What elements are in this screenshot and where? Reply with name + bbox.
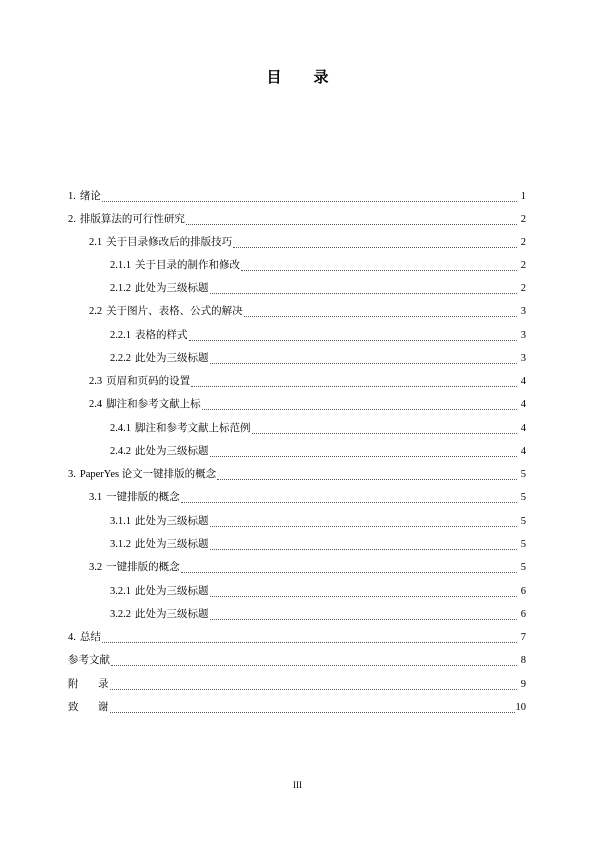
toc-entry-title: 一键排版的概念 [106, 562, 180, 573]
toc-entry-title: 脚注和参考文献上标范例 [135, 423, 251, 434]
toc-entry-number: 2.4.1 [110, 423, 131, 434]
dot-leader [111, 664, 517, 666]
toc-entry-title: 一键排版的概念 [106, 492, 180, 503]
toc-entry-title: 此处为三级标题 [135, 353, 209, 364]
toc-entry-number: 2.1.2 [110, 283, 131, 294]
toc-entry-page: 5 [520, 469, 526, 480]
toc-entry[interactable] [89, 489, 526, 505]
toc-entry-number: 2.3 [89, 376, 103, 387]
dot-leader [210, 525, 518, 527]
dot-leader [210, 618, 518, 620]
toc-entry-number: 3.1.1 [110, 516, 131, 527]
toc-entry-title: 参考文献 [68, 655, 110, 666]
toc-entry[interactable] [110, 280, 526, 296]
toc-entry-page: 3 [520, 306, 526, 317]
toc-entry-number: 2.1.1 [110, 260, 131, 271]
toc-entry[interactable] [110, 443, 526, 459]
dot-leader [181, 501, 517, 503]
toc-entry-title: 此处为三级标题 [135, 539, 209, 550]
dot-leader [244, 315, 517, 317]
toc-entry-title: 此处为三级标题 [135, 283, 209, 294]
dot-leader [102, 200, 517, 202]
dot-leader [210, 455, 518, 457]
toc-entry[interactable] [68, 676, 526, 692]
toc-entry-title-2: 录 [98, 679, 109, 690]
toc-entry-page: 4 [520, 423, 526, 434]
dot-leader [102, 641, 517, 643]
toc-entry-page: 10 [515, 702, 526, 713]
dot-leader [252, 432, 518, 434]
dot-leader [233, 246, 517, 248]
toc-entry-title: 关于目录的制作和修改 [135, 260, 240, 271]
toc-entry-page: 6 [520, 609, 526, 620]
toc-entry-title: 页眉和页码的设置 [106, 376, 191, 387]
toc-entry-page: 7 [520, 632, 526, 643]
toc-entry-number: 2.2.1 [110, 330, 131, 341]
toc-entry-page: 2 [520, 260, 526, 271]
toc-entry-number: 3.1.2 [110, 539, 131, 550]
toc-entry-number: 2.4 [89, 399, 103, 410]
toc-entry-number: 2. [68, 214, 76, 225]
toc-entry[interactable] [110, 513, 526, 529]
toc-entry-title: 此处为三级标题 [135, 586, 209, 597]
toc-entry-title: 排版算法的可行性研究 [79, 214, 185, 225]
toc-entry[interactable] [68, 211, 526, 227]
toc-entry-title: 关于目录修改后的排版技巧 [106, 237, 233, 248]
toc-entry[interactable] [68, 652, 526, 668]
dot-leader [217, 478, 517, 480]
toc-entry[interactable] [89, 234, 526, 250]
dot-leader [110, 688, 518, 690]
toc-entry[interactable] [110, 536, 526, 552]
page-title [0, 66, 595, 88]
toc-entry-title: 此处为三级标题 [135, 516, 209, 527]
title-char-1: 目 [266, 68, 282, 86]
page-number: III [293, 780, 302, 790]
toc-entry-number: 3.1 [89, 492, 103, 503]
toc-entry-number: 3. [68, 469, 76, 480]
toc-entry-page: 2 [520, 283, 526, 294]
toc-entry-page: 3 [520, 330, 526, 341]
title-char-2: 录 [313, 68, 329, 86]
dot-leader [186, 223, 517, 225]
toc-entry[interactable] [68, 466, 526, 482]
toc-entry-number: 1. [68, 191, 76, 202]
toc-entry-title: 此处为三级标题 [135, 446, 209, 457]
dot-leader [210, 548, 518, 550]
toc-entry[interactable] [110, 606, 526, 622]
toc-entry[interactable] [110, 583, 526, 599]
dot-leader [210, 595, 518, 597]
toc-entry-page: 4 [520, 376, 526, 387]
toc-entry-page: 5 [520, 492, 526, 503]
toc-entry[interactable] [89, 559, 526, 575]
dot-leader [210, 362, 518, 364]
toc-entry[interactable] [110, 420, 526, 436]
toc-entry-title-2: 谢 [98, 702, 109, 713]
toc-entry-title: 关于图片、表格、公式的解决 [106, 306, 243, 317]
toc-entry[interactable] [89, 396, 526, 412]
toc-entry-page: 6 [520, 586, 526, 597]
toc-entry-number: 3.2.2 [110, 609, 131, 620]
toc-entry-page: 5 [520, 516, 526, 527]
toc-entry[interactable] [89, 303, 526, 319]
toc-entry-page: 5 [520, 562, 526, 573]
toc-entry-title: 此处为三级标题 [135, 609, 209, 620]
toc-entry-title: PaperYes 论文一键排版的概念 [79, 469, 217, 480]
toc-entry[interactable] [68, 699, 526, 715]
toc-entry[interactable] [68, 629, 526, 645]
dot-leader [110, 711, 515, 713]
toc-entry-title: 表格的样式 [135, 330, 188, 341]
toc-entry[interactable] [89, 373, 526, 389]
toc-entry-title: 绪论 [79, 191, 101, 202]
toc-entry-page: 3 [520, 353, 526, 364]
toc-entry-number: 4. [68, 632, 76, 643]
dot-leader [210, 292, 518, 294]
dot-leader [181, 571, 517, 573]
toc-entry[interactable] [110, 257, 526, 273]
toc-entry-title: 总结 [79, 632, 101, 643]
dot-leader [202, 408, 517, 410]
toc-entry-title: 附 [68, 679, 79, 690]
toc-entry[interactable] [68, 188, 526, 204]
dot-leader [191, 385, 517, 387]
toc-entry-page: 2 [520, 237, 526, 248]
toc-entry-number: 2.4.2 [110, 446, 131, 457]
toc-entry-title: 致 [68, 702, 79, 713]
toc-entry-page: 1 [520, 191, 526, 202]
toc-entry-number: 2.2.2 [110, 353, 131, 364]
toc-entry-number: 3.2.1 [110, 586, 131, 597]
toc-entry-number: 3.2 [89, 562, 103, 573]
toc-entry-page: 5 [520, 539, 526, 550]
toc-entry-page: 2 [520, 214, 526, 225]
toc-entry-number: 2.2 [89, 306, 103, 317]
toc-entry-page: 4 [520, 399, 526, 410]
toc-entry[interactable] [110, 327, 526, 343]
toc-entry-number: 2.1 [89, 237, 103, 248]
toc-entry-title: 脚注和参考文献上标 [106, 399, 201, 410]
dot-leader [241, 269, 517, 271]
toc-entry-page: 8 [520, 655, 526, 666]
dot-leader [189, 339, 518, 341]
toc-entry-page: 9 [520, 679, 526, 690]
toc-entry-page: 4 [520, 446, 526, 457]
toc-entry[interactable] [110, 350, 526, 366]
